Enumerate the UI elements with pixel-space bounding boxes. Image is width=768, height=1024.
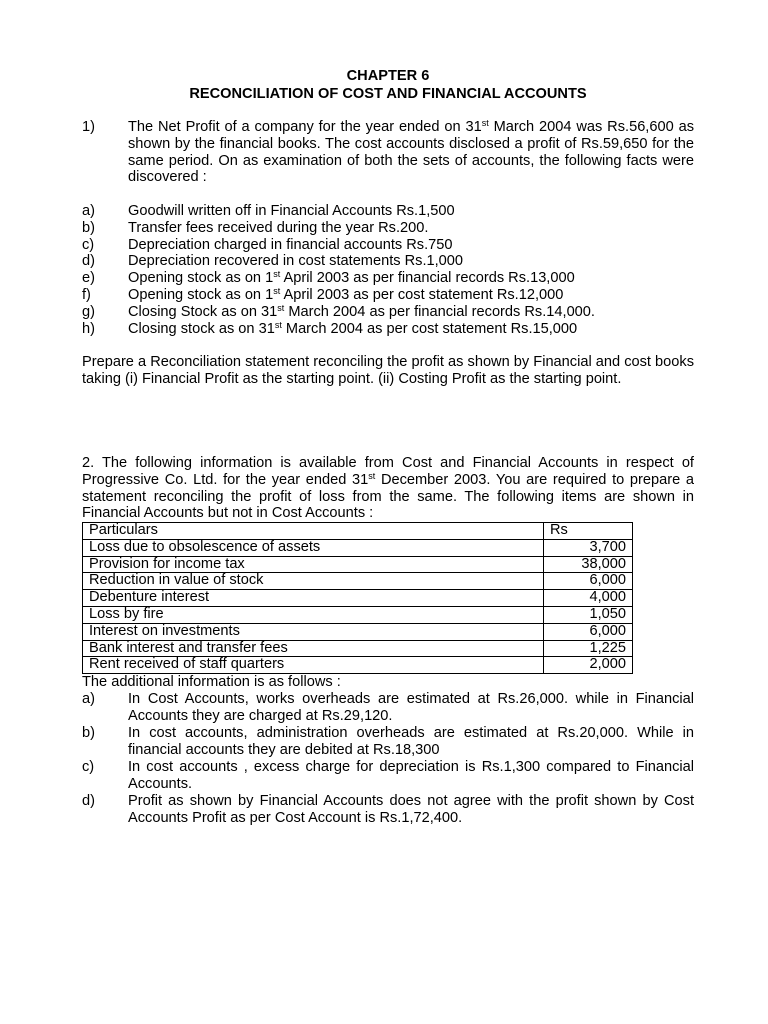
amount-cell: 38,000 (544, 556, 633, 573)
particular-cell: Interest on investments (83, 623, 544, 640)
table-row (83, 657, 633, 674)
table-row (83, 590, 633, 607)
table-row (83, 573, 633, 590)
amount-cell: 4,000 (544, 590, 633, 607)
additional-info-heading: The additional information is as follows : (82, 674, 341, 690)
additional-item: d) Profit as shown by Financial Accounts does not agree with the profit shown by Cost Accounts Profit as per Cost Account is Rs.1,72,400. (82, 793, 694, 826)
fact-item: c) Depreciation charged in financial accounts Rs.750 (82, 236, 453, 253)
fact-item: g) Closing Stock as on 31st March 2004 as per financial records Rs.14,000. (82, 302, 595, 320)
column-header-amount: Rs (544, 523, 633, 540)
table-row (83, 606, 633, 623)
additional-item: a) In Cost Accounts, works overheads are estimated at Rs.26,000. while in Financial Accounts they are charged at Rs.29,120. (82, 691, 694, 724)
question-1-facts-list (82, 203, 682, 337)
fact-item: f) Opening stock as on 1st April 2003 as per cost statement Rs.12,000 (82, 285, 564, 303)
particular-cell: Bank interest and transfer fees (83, 640, 544, 657)
chapter-heading: CHAPTER 6 (346, 68, 430, 84)
fact-item: b) Transfer fees received during the year Rs.200. (82, 219, 429, 236)
financial-items-table (82, 522, 633, 674)
fact-item: e) Opening stock as on 1st April 2003 as per financial records Rs.13,000 (82, 269, 575, 287)
amount-cell: 6,000 (544, 623, 633, 640)
fact-item: d) Depreciation recovered in cost statements Rs.1,000 (82, 253, 464, 270)
particular-cell: Loss by fire (83, 606, 544, 623)
fact-item: a) Goodwill written off in Financial Accounts Rs.1,500 (82, 203, 455, 219)
table-row (83, 640, 633, 657)
question-2-intro: 2. The following information is available from Cost and Financial Accounts in respect of Progressive Co. Ltd. for the year ended 31st December 2003. You are required to prepare a statement reconciling the profit of loss from the same. The following items are shown in Financial Accounts but not in Cost Accounts : (82, 455, 694, 522)
amount-cell: 1,050 (544, 606, 633, 623)
amount-cell: 2,000 (544, 657, 633, 674)
table-row (83, 556, 633, 573)
table-row (83, 623, 633, 640)
question-1-intro: The Net Profit of a company for the year ended on 31st March 2004 was Rs.56,600 as shown by the financial books. The cost accounts disclosed a profit of Rs.59,650 for the same period. On as examination of both the sets of accounts, the following facts were discovered : (128, 118, 694, 186)
amount-cell: 6,000 (544, 573, 633, 590)
table-header-row (83, 523, 633, 540)
chapter-title: RECONCILIATION OF COST AND FINANCIAL ACCOUNTS (189, 86, 587, 102)
column-header-particulars: Particulars (83, 523, 544, 540)
amount-cell: 1,225 (544, 640, 633, 657)
particular-cell: Debenture interest (83, 590, 544, 607)
additional-item: c) In cost accounts , excess charge for depreciation is Rs.1,300 compared to Financial Accounts. (82, 759, 694, 792)
amount-cell: 3,700 (544, 539, 633, 556)
particular-cell: Provision for income tax (83, 556, 544, 573)
fact-item: h) Closing stock as on 31st March 2004 as per cost statement Rs.15,000 (82, 319, 578, 337)
table-row (83, 539, 633, 556)
particular-cell: Reduction in value of stock (83, 573, 544, 590)
particular-cell: Rent received of staff quarters (83, 657, 544, 674)
question-1-number: 1) (82, 119, 95, 135)
particular-cell: Loss due to obsolescence of assets (83, 539, 544, 556)
additional-item: b) In cost accounts, administration overheads are estimated at Rs.20,000. While in financial accounts they are debited at Rs.18,300 (82, 725, 694, 758)
question-1-instruction: Prepare a Reconciliation statement reconciling the profit as shown by Financial and cost books taking (i) Financial Profit as the starting point. (ii) Costing Profit as the starting point. (82, 354, 694, 387)
